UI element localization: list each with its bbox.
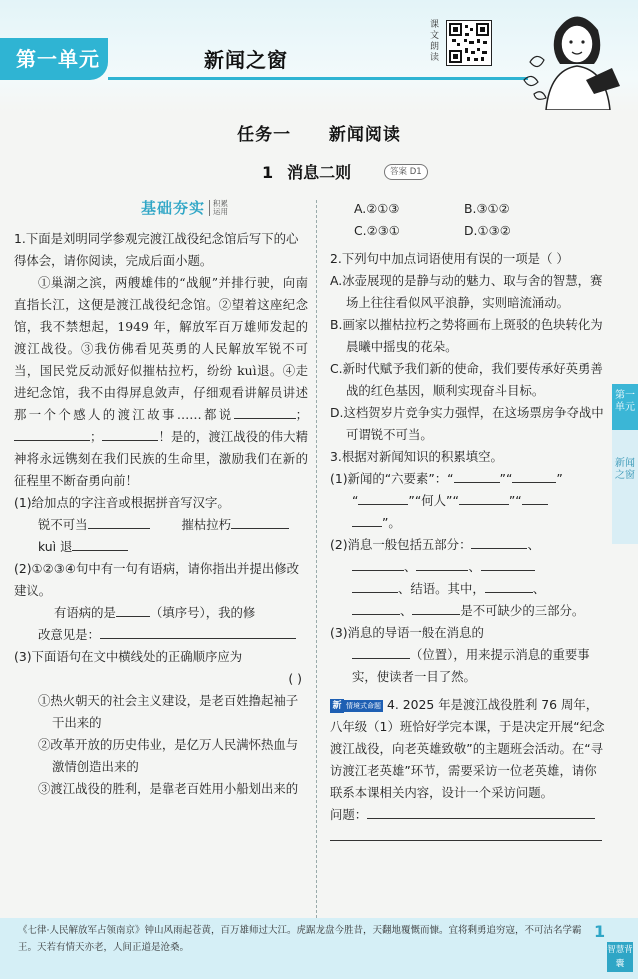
revision-blank[interactable]	[100, 624, 296, 639]
lesson-name: 消息二则	[287, 163, 352, 182]
choice-d[interactable]: D.①③②	[464, 223, 511, 238]
six-elements-blank-3[interactable]	[358, 490, 408, 505]
order-option-1: ①热火朝天的社会主义建设，是老百姓撸起袖子干出来的	[38, 693, 299, 730]
side-tab-title: 新闻之窗	[615, 458, 635, 481]
column-divider	[316, 200, 317, 918]
question-4-answer-blank-1[interactable]	[367, 804, 595, 819]
question-4-answer-row	[330, 804, 606, 826]
question-3-sub-3-cont	[330, 644, 606, 688]
question-2-option-a[interactable]: A.冰壶展现的是静与动的魅力、取与舍的智慧，赛场上往往看似风平浪静，实则暗流涌动。	[330, 273, 603, 310]
answer-badge: 答案 D1	[384, 164, 428, 180]
basic-section-heading	[64, 196, 308, 220]
lead-position-rest: （位置），用来提示消息的重要事实，使读者一目了然。	[352, 647, 590, 684]
passage-part-3: 是的，渡江战役的伟大精神将永远镌刻在我们民族的生命里，激励我们在新的征程里不断奋勇向前！	[14, 429, 309, 488]
qr-label: 课文朗读	[430, 20, 440, 63]
five-parts-blank-7[interactable]	[352, 600, 400, 615]
context-question-tag: 情境式命题	[346, 701, 381, 710]
footer-poem: 《七律·人民解放军占领南京》钟山风雨起苍黄，百万雄师过大江。虎踞龙盘今胜昔，天翻地覆慨而慷。宜将剩勇追穷寇，不可沽名学霸王。天若有情天亦老，人间正道是沧桑。	[18, 925, 582, 953]
passage-blank-1[interactable]	[234, 404, 296, 419]
passage-blank-4[interactable]	[102, 426, 158, 441]
order-option-3: ③渡江战役的胜利，是靠老百姓用小船划出来的	[38, 781, 299, 796]
question-4	[330, 694, 606, 804]
question-3-sub-2: (2)消息一般包括五部分： 、	[330, 534, 606, 556]
sick-blank[interactable]	[116, 602, 150, 617]
five-parts-blank-3[interactable]	[416, 556, 468, 571]
sub-3-answer-paren[interactable]: ( )	[288, 671, 302, 686]
choice-c[interactable]: C.②③①	[354, 223, 400, 238]
question-2-option-d[interactable]: D.这档贺岁片竞争实力强悍，在这场票房争夺战中可谓锐不可当。	[330, 405, 604, 442]
question-4-answer-label: 问题：	[330, 807, 368, 822]
wisdom-badge: 智慧背囊	[607, 942, 633, 972]
question-3-sub-1-end: ”。	[330, 512, 606, 534]
question-4-answer-blank-2[interactable]	[330, 826, 602, 841]
word-cui-ku-la-xiu: 摧枯拉朽	[181, 517, 232, 532]
five-parts-blank-6[interactable]	[485, 578, 533, 593]
question-3-stem: 3.根据对新闻知识的积累填空。	[330, 449, 503, 464]
choice-b[interactable]: B.③①②	[464, 201, 510, 216]
six-elements-blank-4[interactable]	[459, 490, 509, 505]
passage-blank-3[interactable]	[54, 426, 90, 441]
lead-position-label: (3)消息的导语一般在消息的	[330, 625, 484, 640]
question-3-sub-1-cont: “ ”“何人”“ ”“	[330, 490, 606, 512]
order-option-2: ②改革开放的历史伟业，是亿万人民满怀热血与激情创造出来的	[38, 737, 299, 774]
basic-section-subtitle: 积累运用	[209, 200, 231, 216]
lesson-number: 1	[262, 163, 274, 182]
question-3-sub-2-cont: 、 、	[330, 556, 606, 578]
sick-label-b: （填序号），我的修	[149, 605, 256, 620]
word-kui-tui: kuì 退	[38, 539, 73, 554]
question-1-sub-2: (2)①②③④句中有一句有语病，请你指出并提出修改建议。	[14, 561, 300, 598]
question-1-stem: 1.下面是刘明同学参观完渡江战役纪念馆后写下的心得体会，请你阅读，完成后面小题。	[14, 231, 299, 268]
page-number: 1	[594, 922, 606, 941]
side-tab-unit[interactable]: 第一单元	[612, 384, 638, 430]
question-3-sub-2-cont2: 、结语。其中， 、	[330, 578, 606, 600]
new-question-icon: 新	[330, 699, 344, 713]
pinyin-blank-2[interactable]	[231, 514, 289, 529]
five-parts-blank-4[interactable]	[481, 556, 535, 571]
question-3-sub-2-cont3: 、 是不可缺少的三部分。	[330, 600, 606, 622]
pinyin-row-1	[14, 514, 308, 536]
five-parts-blank-1[interactable]	[471, 534, 527, 549]
sick-sentence-row	[14, 602, 308, 624]
question-1-sub-1: (1)给加点的字注音或根据拼音写汉字。	[14, 495, 230, 510]
sick-label: 有语病的是	[54, 605, 116, 620]
order-choices-row-1	[330, 198, 606, 220]
lead-position-blank[interactable]	[352, 644, 410, 659]
question-3-sub-1: (1)新闻的“六要素”：“ ”“ ”	[330, 468, 606, 490]
order-choices-row-2	[330, 220, 606, 242]
question-2-stem: 2.下列句中加点词语使用有误的一项是（ ）	[330, 251, 569, 266]
word-rui-bu-ke-dang: 锐不可当	[38, 517, 88, 532]
revision-label: 改意见是：	[38, 627, 100, 642]
task-title	[0, 120, 638, 145]
five-parts-label: (2)消息一般包括五部分：	[330, 537, 472, 552]
passage-pinyin-kui: kuì	[237, 363, 257, 378]
pinyin-row-2	[14, 536, 308, 558]
question-1-sub-3: (3)下面语句在文中横线处的正确顺序应为	[14, 649, 243, 664]
five-parts-ending: 、结语。其中，	[398, 581, 485, 596]
five-parts-blank-5[interactable]	[352, 578, 398, 593]
qr-code-icon[interactable]	[446, 20, 492, 66]
passage-part-2: 退。④走进纪念馆，我不由得屏息敛声，仔细观看讲解员讲述那一个个感人的渡江故事……都说	[14, 363, 308, 422]
question-3-sub-3	[330, 622, 606, 644]
question-1-passage: ①巢湖之滨，两艘雄伟的“战舰”并排行驶，向南直指长江，这便是渡江战役纪念馆。②望着这座纪念馆，我不禁想起，1949 年，解放军百万雄师发起的渡江战役。③我仿佛看见英勇的人民解放军锐不可当，国民党反动派好似摧枯拉朽，纷纷 kuì退。④走进纪念馆，我不由得屏息敛声，仔细观看讲解员讲述那一个个感人的渡江故事……都说 ；； ！是的，渡江战役的伟大精神将永远镌刻在我们民族的生命里，激励我们在新的征程里不断奋勇向前！	[14, 275, 309, 488]
task-name: 新闻阅读	[328, 125, 401, 145]
revision-row	[14, 624, 308, 646]
lesson-title	[262, 160, 351, 183]
six-elements-label: (1)新闻的“六要素”：“	[330, 471, 454, 486]
question-2-option-b[interactable]: B.画家以摧枯拉朽之势将画布上斑驳的色块转化为晨曦中摇曳的花朵。	[330, 317, 603, 354]
basic-section-title: 基础夯实	[140, 199, 205, 217]
question-2-option-c[interactable]: C.新时代赋予我们新的使命，我们要传承好英勇善战的红色基因，顺利实现奋斗目标。	[330, 361, 603, 398]
passage-part-1: ①巢湖之滨，两艘雄伟的“战舰”并排行驶，向南直指长江，这便是渡江战役纪念馆。②望着这座纪念馆，我不禁想起，1949 年，解放军百万雄师发起的渡江战役。③我仿佛看见英勇的人民解放军锐不可当，国民党反动派好似摧枯拉朽，纷纷	[14, 275, 308, 378]
six-elements-who: ”“何人”“	[408, 493, 459, 508]
question-4-answer-row-2	[330, 826, 606, 848]
girl-illustration-icon	[516, 2, 636, 110]
six-elements-blank-1[interactable]	[454, 468, 500, 483]
task-label: 任务一	[237, 125, 292, 145]
unit-tab: 第一单元	[0, 38, 108, 80]
pinyin-blank-3[interactable]	[72, 536, 128, 551]
passage-blank-2[interactable]	[14, 426, 54, 441]
five-parts-blank-8[interactable]	[412, 600, 460, 615]
five-parts-required: 是不可缺少的三部分。	[460, 603, 585, 618]
five-parts-blank-2[interactable]	[352, 556, 404, 571]
six-elements-blank-5[interactable]	[522, 490, 548, 505]
choice-a[interactable]: A.②①③	[354, 201, 400, 216]
question-4-text: 4. 2025 年是渡江战役胜利 76 周年，八年级（1）班恰好学完本课，于是决定开展“纪念渡江战役，向老英雄致敬”的主题班会活动。在“寻访渡江老英雄”环节，需要采访一位老英雄，请你联系本课相关内容，设计一个采访问题。	[330, 697, 605, 800]
unit-title: 新闻之窗	[204, 48, 288, 72]
six-elements-blank-2[interactable]	[512, 468, 556, 483]
six-elements-blank-6[interactable]	[352, 512, 382, 527]
pinyin-blank-1[interactable]	[88, 514, 150, 529]
right-column	[330, 196, 606, 848]
left-column	[14, 196, 308, 800]
